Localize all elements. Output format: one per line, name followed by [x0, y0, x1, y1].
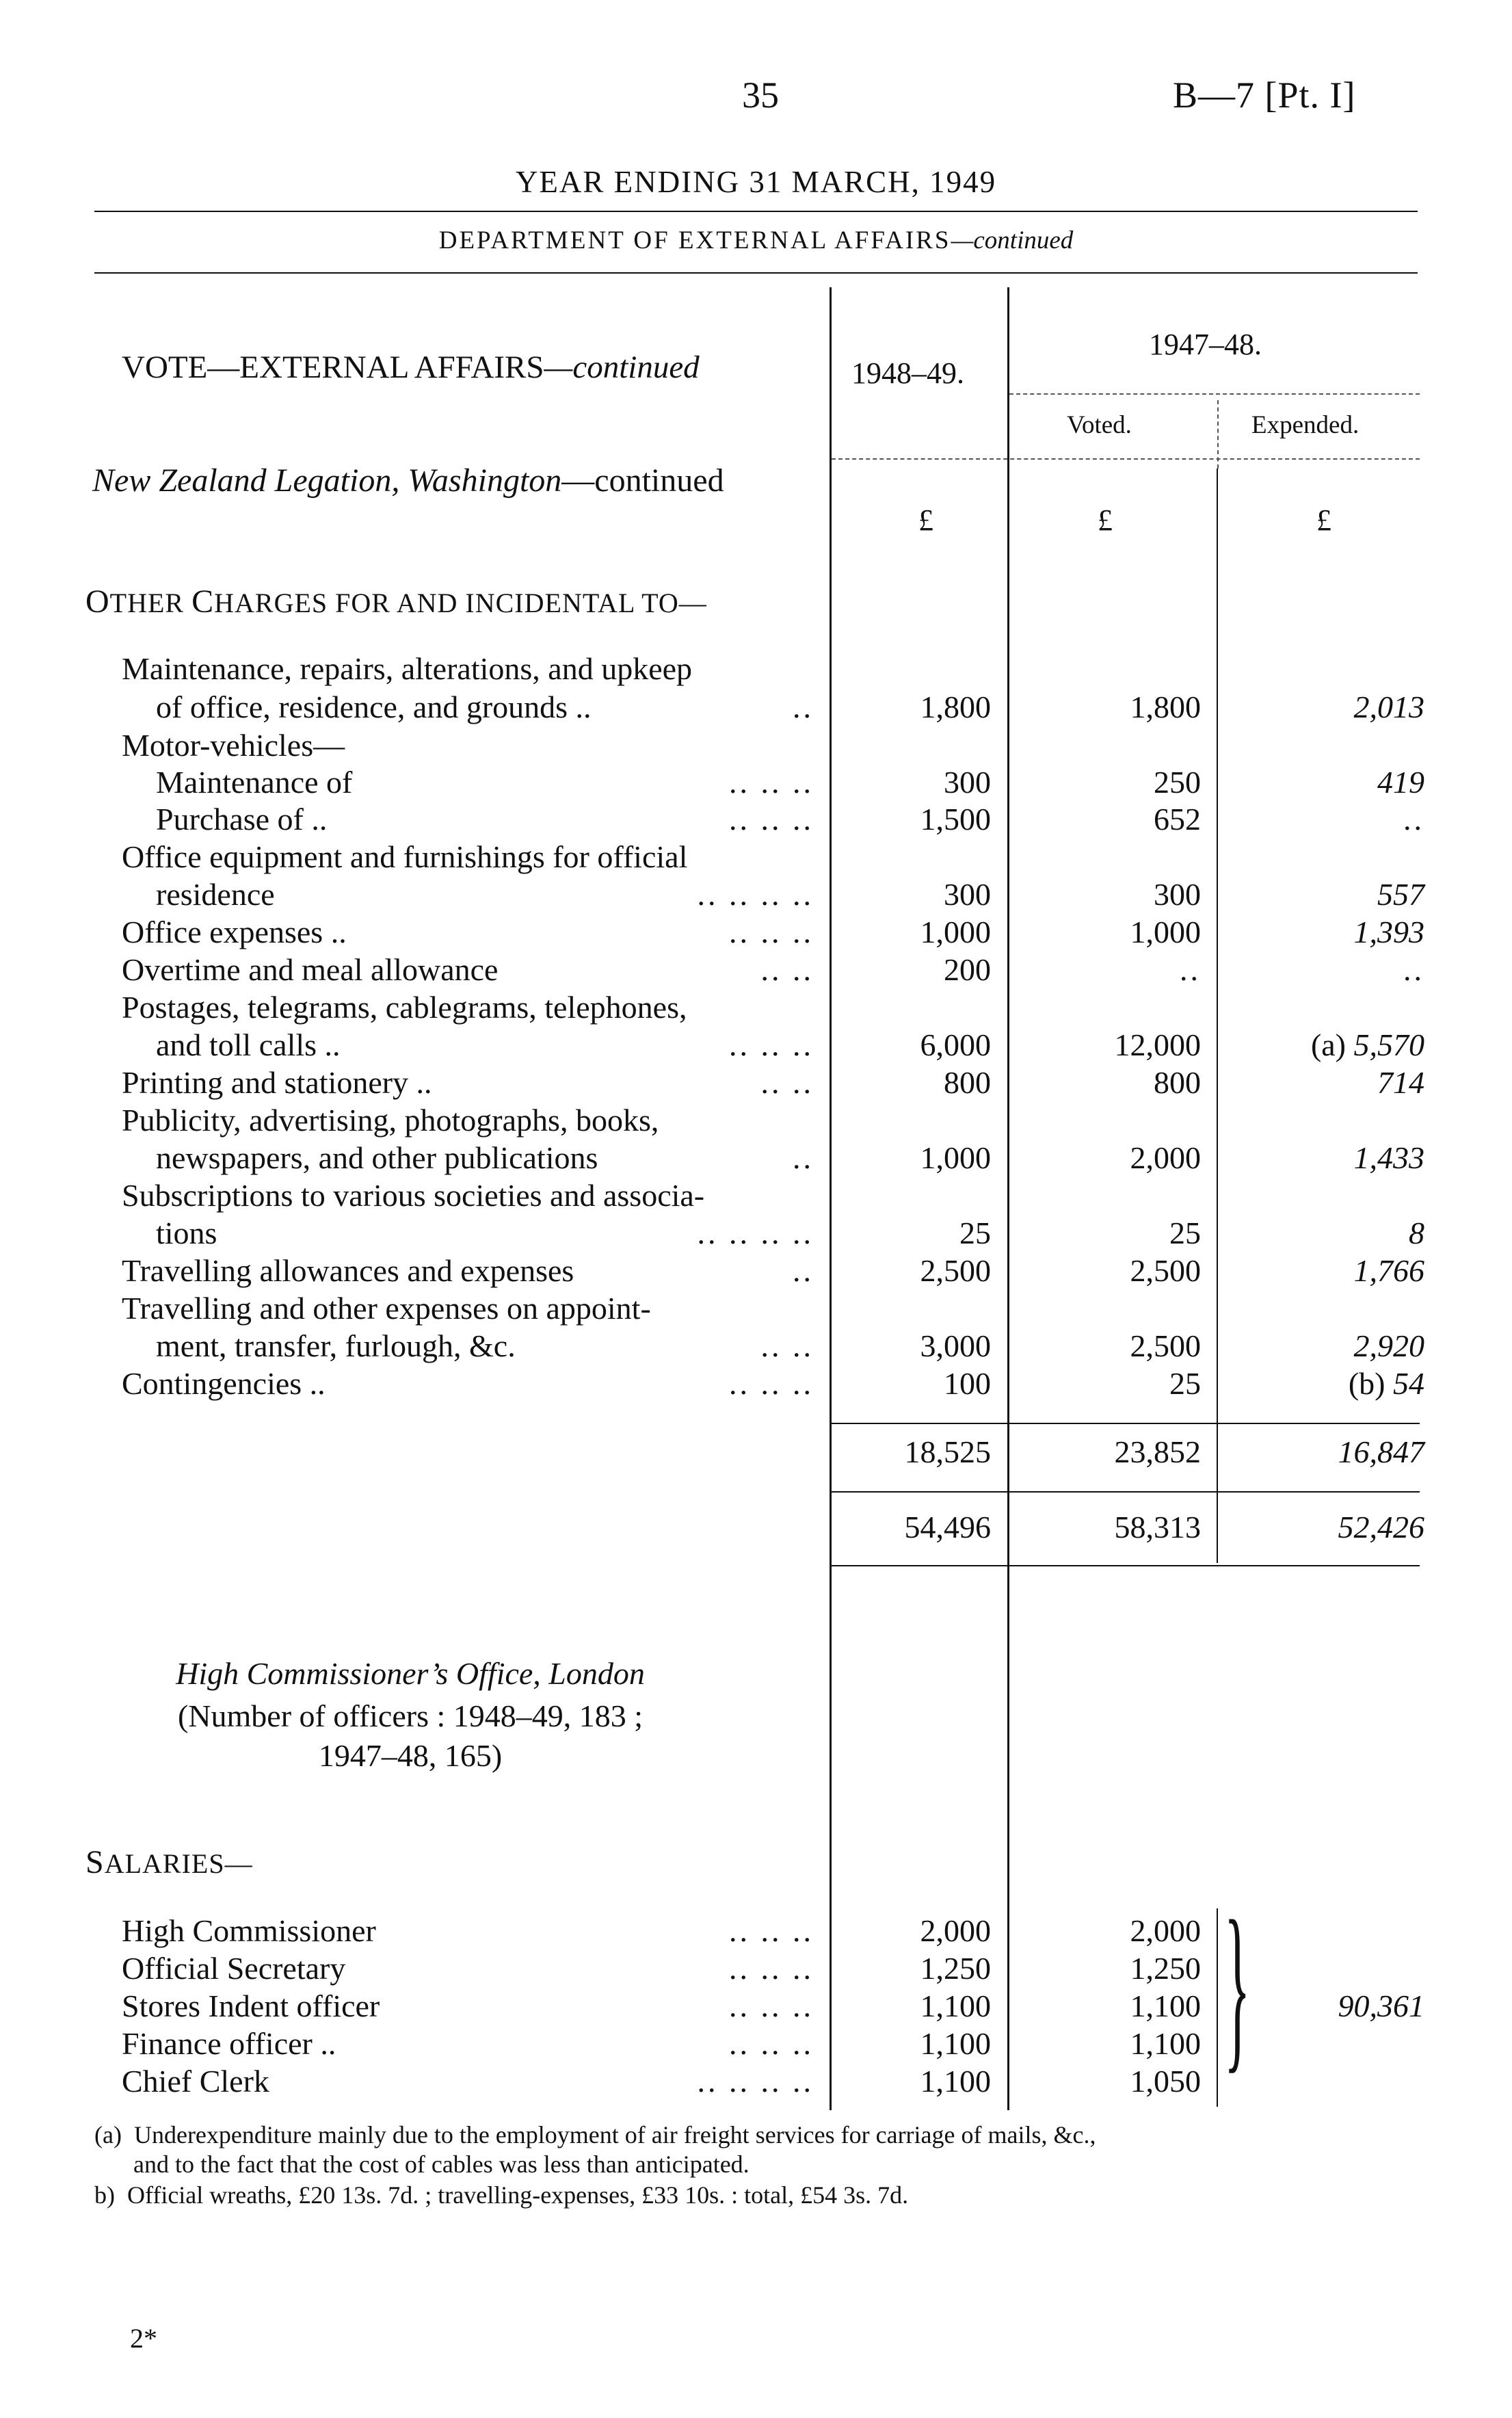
value-1948: 1,100 — [920, 2064, 991, 2099]
value-expended: 2,013 — [1353, 689, 1424, 724]
item-label: Purchase of .. — [156, 802, 328, 837]
value-1948: 1,000 — [920, 915, 991, 949]
value-1948: 800 — [944, 1065, 991, 1100]
page-number: 35 — [742, 75, 779, 116]
leader-dots: .. .. .. .. — [697, 877, 814, 912]
legation-subhead-suffix: —continued — [561, 462, 724, 499]
value-voted: 1,250 — [1130, 1951, 1201, 1986]
col-head-1947: 1947–48. — [1149, 328, 1262, 361]
officers-note-line2: 1947–48, 165) — [318, 1738, 503, 1773]
value-expended: 557 — [1377, 877, 1424, 912]
item-label: Travelling and other expenses on appoint- — [122, 1291, 651, 1326]
vote-title-suffix: —continued — [544, 350, 700, 385]
list-item — [156, 800, 814, 839]
item-label: Printing and stationery .. — [122, 1065, 432, 1100]
col-head-expended: Expended. — [1251, 411, 1360, 439]
item-label: Maintenance, repairs, alterations, and upkeep — [122, 651, 693, 686]
col-head-voted: Voted. — [1067, 411, 1132, 439]
value-voted: 300 — [1154, 877, 1201, 912]
vote-title — [122, 349, 700, 386]
item-label: Official Secretary — [122, 1951, 346, 1986]
value-expended-amount: 54 — [1393, 1366, 1424, 1401]
list-item — [122, 913, 814, 951]
footnote-b-text: Official wreaths, £20 13s. 7d. ; travelling-expenses, £33 10s. : total, £54 3s. 7d. — [127, 2181, 909, 2209]
item-label: and toll calls .. — [156, 1027, 341, 1062]
value-voted: 25 — [1169, 1215, 1201, 1250]
item-label: Travelling allowances and expenses — [122, 1253, 574, 1288]
brace-symbol: } — [1224, 1885, 1251, 2090]
leader-dots: .. .. .. — [729, 1913, 814, 1948]
leader-dots: .. .. .. — [729, 1988, 814, 2023]
value-voted: 2,500 — [1130, 1328, 1201, 1363]
value-1948: 300 — [944, 765, 991, 800]
value-1948: 100 — [944, 1366, 991, 1401]
item-label: Maintenance of — [156, 765, 353, 800]
total-1948: 54,496 — [904, 1510, 991, 1545]
total-voted: 58,313 — [1114, 1510, 1201, 1545]
list-item — [156, 1214, 814, 1252]
officers-note-line1: (Number of officers : 1948–49, 183 ; — [177, 1698, 644, 1733]
list-item — [122, 726, 814, 765]
value-voted: 2,000 — [1130, 1140, 1201, 1175]
value-voted: 800 — [1154, 1065, 1201, 1100]
page-reference: B—7 [Pt. I] — [1173, 75, 1356, 116]
value-expended-amount: 5,570 — [1353, 1027, 1424, 1062]
leader-dots: .. — [793, 689, 814, 724]
value-1948: 1,250 — [920, 1951, 991, 1986]
list-item — [122, 1252, 814, 1290]
value-voted: .. — [1180, 952, 1201, 987]
list-item — [156, 876, 814, 914]
leader-dots: .. .. .. — [729, 1951, 814, 1986]
value-1948: 3,000 — [920, 1328, 991, 1363]
value-1948: 300 — [944, 877, 991, 912]
value-voted: 25 — [1169, 1366, 1201, 1401]
item-label: Office equipment and furnishings for official — [122, 839, 688, 874]
list-item — [122, 650, 814, 688]
list-item — [156, 1139, 814, 1177]
item-label: Stores Indent officer — [122, 1988, 380, 2023]
value-expended — [1311, 1026, 1424, 1064]
value-1948: 2,000 — [920, 1913, 991, 1948]
oc-cap-c: C — [191, 583, 215, 620]
leader-dots: .. .. .. .. — [697, 2064, 814, 2099]
item-label: ment, transfer, furlough, &c. — [156, 1328, 516, 1363]
list-item — [122, 1064, 814, 1102]
item-label: High Commissioner — [122, 1913, 376, 1948]
table-row — [122, 1949, 814, 1988]
subtotal-1948: 18,525 — [904, 1434, 991, 1469]
value-expended: .. — [1403, 952, 1424, 987]
value-expended: 714 — [1377, 1065, 1424, 1100]
value-voted: 1,100 — [1130, 1988, 1201, 2023]
value-expended: 2,920 — [1353, 1328, 1424, 1363]
value-voted: 1,800 — [1130, 689, 1201, 724]
item-label: Contingencies .. — [122, 1366, 326, 1401]
list-item — [156, 688, 814, 726]
value-1948: 1,000 — [920, 1140, 991, 1175]
value-expended — [1349, 1365, 1424, 1403]
total-rule-bottom — [832, 1565, 1420, 1566]
item-label: newspapers, and other publications — [156, 1140, 598, 1175]
currency-expended: £ — [1316, 503, 1331, 537]
list-item — [122, 838, 814, 876]
leader-dots: .. — [793, 1253, 814, 1288]
item-label: of office, residence, and grounds .. — [156, 689, 592, 724]
salaries-rest: ALARIES— — [104, 1848, 253, 1879]
value-voted: 250 — [1154, 765, 1201, 800]
head-dash-bottom — [832, 458, 1420, 460]
col-head-1948: 1948–49. — [851, 356, 964, 390]
department-title — [0, 226, 1512, 255]
value-expended: 1,433 — [1353, 1140, 1424, 1175]
leader-dots: .. .. .. — [729, 2026, 814, 2061]
list-item — [156, 763, 814, 802]
subtotal-rule — [832, 1423, 1420, 1424]
list-item — [122, 1289, 814, 1328]
footnote-b — [94, 2181, 908, 2209]
item-label: Subscriptions to various societies and associa- — [122, 1178, 705, 1213]
item-label: residence — [156, 877, 275, 912]
value-voted: 12,000 — [1114, 1027, 1201, 1062]
footnote-b-mark: b) — [94, 2181, 115, 2209]
high-commissioner-title: High Commissioner’s Office, London — [176, 1656, 645, 1691]
leader-dots: .. .. — [760, 1065, 814, 1100]
footnote-a — [94, 2120, 1096, 2149]
footnote-a-line2: and to the fact that the cost of cables was less than anticipated. — [133, 2151, 750, 2178]
table-row — [122, 1912, 814, 1950]
leader-dots: .. .. — [760, 952, 814, 987]
leader-dots: .. — [793, 1140, 814, 1175]
list-item — [122, 1177, 814, 1215]
department-name: DEPARTMENT OF EXTERNAL AFFAIRS — [438, 226, 951, 254]
item-label: tions — [156, 1215, 217, 1250]
value-expended: 419 — [1377, 765, 1424, 800]
value-expended: .. — [1403, 802, 1424, 837]
legation-subhead-text: New Zealand Legation, Washington — [92, 462, 562, 499]
list-item — [156, 1026, 814, 1064]
table-row — [122, 2062, 814, 2101]
footnote-a-text1: Underexpenditure mainly due to the employment of air freight services for carriage of mails, &c., — [133, 2121, 1096, 2148]
value-1948: 6,000 — [920, 1027, 991, 1062]
leader-dots: .. .. .. — [729, 765, 814, 800]
value-1948: 2,500 — [920, 1253, 991, 1288]
footnote-ref-a: (a) — [1310, 1027, 1346, 1062]
vote-title-text: VOTE—EXTERNAL AFFAIRS — [122, 350, 544, 385]
oc-cap-o: O — [85, 583, 110, 620]
value-1948: 25 — [959, 1215, 991, 1250]
subtotal-voted: 23,852 — [1114, 1434, 1201, 1469]
other-charges-heading — [85, 583, 707, 620]
value-1948: 200 — [944, 952, 991, 987]
col-rule-3 — [1217, 469, 1218, 1563]
value-1948: 1,100 — [920, 2026, 991, 2061]
list-item — [122, 988, 814, 1027]
value-expended: 1,393 — [1353, 915, 1424, 949]
leader-dots: .. .. — [760, 1328, 814, 1363]
col-head-dash — [1009, 393, 1420, 395]
col-rule-2 — [1007, 287, 1009, 2110]
value-expended: 8 — [1409, 1215, 1424, 1250]
expended-group-total: 90,361 — [1338, 1988, 1424, 2023]
list-item — [122, 1365, 814, 1403]
value-1948: 1,500 — [920, 802, 991, 837]
item-label: Publicity, advertising, photographs, books, — [122, 1103, 659, 1138]
col-rule-3b — [1217, 1908, 1218, 2107]
footnote-ref-b: (b) — [1348, 1366, 1385, 1401]
item-label: Finance officer .. — [122, 2026, 336, 2061]
footnote-a-mark: (a) — [94, 2121, 122, 2148]
department-suffix: —continued — [951, 226, 1074, 254]
value-voted: 1,100 — [1130, 2026, 1201, 2061]
item-label: Overtime and meal allowance — [122, 952, 499, 987]
legation-subhead — [92, 462, 724, 499]
list-item — [122, 1101, 814, 1140]
item-label: Postages, telegrams, cablegrams, telephones, — [122, 990, 687, 1025]
total-rule — [832, 1491, 1420, 1493]
item-label: Office expenses .. — [122, 915, 347, 949]
leader-dots: .. .. .. — [729, 1027, 814, 1062]
value-voted: 1,000 — [1130, 915, 1201, 949]
value-voted: 2,500 — [1130, 1253, 1201, 1288]
leader-dots: .. .. .. — [729, 1366, 814, 1401]
leader-dots: .. .. .. — [729, 915, 814, 949]
item-label: Chief Clerk — [122, 2064, 269, 2099]
value-1948: 1,100 — [920, 1988, 991, 2023]
list-item — [122, 951, 814, 989]
leader-dots: .. .. .. .. — [697, 1215, 814, 1250]
table-row — [122, 2025, 814, 2063]
table-row — [122, 1987, 814, 2025]
value-1948: 1,800 — [920, 689, 991, 724]
signature-mark: 2* — [130, 2323, 157, 2354]
currency-1948: £ — [918, 503, 933, 537]
leader-dots: .. .. .. — [729, 802, 814, 837]
value-voted: 652 — [1154, 802, 1201, 837]
value-expended: 1,766 — [1353, 1253, 1424, 1288]
subtotal-expended: 16,847 — [1338, 1434, 1424, 1469]
oc-tail: HARGES FOR AND INCIDENTAL TO— — [214, 588, 707, 618]
value-voted: 1,050 — [1130, 2064, 1201, 2099]
total-expended: 52,426 — [1338, 1510, 1424, 1545]
item-label: Motor-vehicles— — [122, 728, 345, 763]
currency-voted: £ — [1098, 503, 1113, 537]
salaries-heading — [85, 1843, 253, 1881]
value-voted: 2,000 — [1130, 1913, 1201, 1948]
oc-rest: THER — [109, 588, 192, 618]
list-item — [156, 1327, 814, 1365]
salaries-cap: S — [85, 1844, 105, 1880]
header-rule-bottom — [94, 272, 1418, 274]
col-rule-1 — [830, 287, 832, 2110]
year-title: YEAR ENDING 31 MARCH, 1949 — [515, 165, 997, 199]
header-rule-top — [94, 211, 1418, 212]
